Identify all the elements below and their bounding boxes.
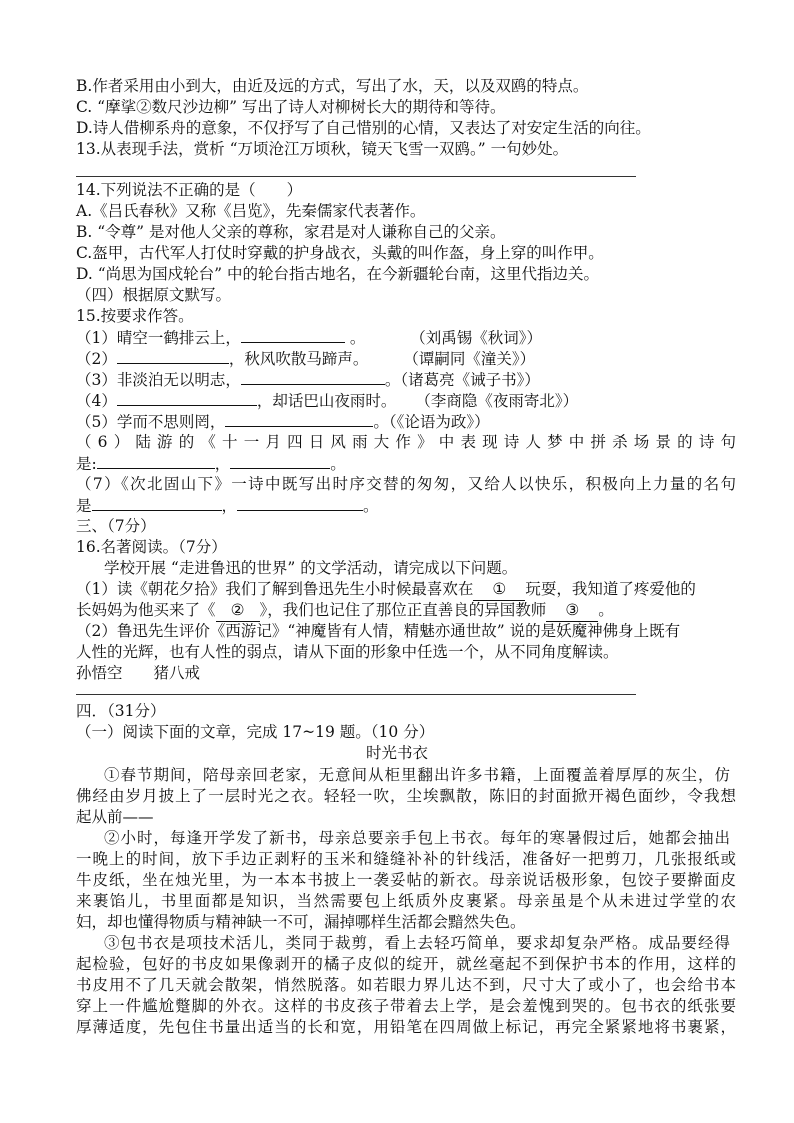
article-p1-line2: 佛经由岁月披上了一层时光之衣。轻轻一吹，尘埃飘散，陈旧的封面掀开褐色面纱，令我想 [76, 787, 736, 805]
article-p2-line2: 一晚上的时间，放下手边正剥籽的玉米和缝缝补补的针线活，准备好一把剪刀，几张报纸或 [76, 850, 736, 868]
q15-2-blank[interactable] [117, 348, 229, 364]
q15-4-blank[interactable] [117, 390, 257, 406]
article-p1-line1: ①春节期间，陪母亲回老家，无意间从柜里翻出许多书籍，上面覆盖着厚厚的灰尘，仿 [104, 766, 730, 784]
section-heading-dictation: （四）根据原文默写。 [76, 286, 232, 304]
q16-blank-3[interactable]: ③ [546, 600, 598, 622]
article-p3-line5: 厚薄适度，先包住书量出适当的长和宽，用铅笔在四周做上标记，再完全紧紧地将书裹紧， [76, 1018, 736, 1036]
q15-3-prompt: （3）非淡泊无以明志， [76, 371, 241, 389]
q15-7-blank-2[interactable] [237, 495, 363, 511]
q16-part-1 [76, 579, 736, 601]
answer-line [76, 176, 636, 177]
q14-stem: 14.下列说法不正确的是（ ） [76, 181, 303, 199]
q15-6-end: 。 [330, 455, 346, 473]
q15-5-source: 。（《论语为政》） [373, 413, 490, 431]
article-p1-line3: 起从前—— [76, 808, 154, 826]
q15-item-5 [76, 411, 736, 433]
q15-7-lead: 是 [76, 497, 92, 515]
q15-item-1 [76, 327, 736, 349]
q15-6-lead: 是: [76, 455, 97, 473]
q15-6-blank-1[interactable] [97, 453, 215, 469]
q15-7-blank-1[interactable] [92, 495, 222, 511]
q16-part-2-cont: 人性的光辉，也有人性的弱点，请从下面的形象中任选一个，从不同角度解读。 [76, 643, 619, 661]
q15-4-text: ，却话巴山夜雨时。 [256, 392, 397, 410]
q15-2-text: ，秋风吹散马蹄声。 [228, 350, 369, 368]
q15-6-sep: ， [214, 455, 231, 473]
article-p2-line1: ②小时，每逢开学发了新书，母亲总要亲手包上书衣。每年的寒暑假过后，她都会抽出 [104, 829, 730, 847]
q16-1-text-c: 长妈妈为他买来了《 [76, 601, 216, 619]
q16-1-text-d: 》，我们也记住了那位正直善良的异国教师 [259, 601, 547, 619]
q16-part-2: （2）鲁迅先生评价《西游记》“神魔皆有人情，精魅亦通世故” 说的是妖魔神佛身上既有 [76, 622, 681, 640]
q15-1-prompt: （1）晴空一鹤排云上， [76, 329, 241, 347]
section-heading-3: 三、（7分） [76, 517, 156, 535]
q15-6-blank-2[interactable] [230, 453, 330, 469]
q15-3-source: 。（诸葛亮《诫子书》） [384, 371, 540, 389]
article-p2-line5: 妇，却也懂得物质与精神缺一不可，漏掉哪样生活都会黯然失色。 [76, 913, 526, 931]
q15-item-7: （7）《次北固山下》一诗中既写出时序交替的匆匆，又给人以快乐，积极向上力量的名句 [76, 475, 736, 493]
q15-2-source: （谭嗣同《潼关》） [403, 350, 536, 368]
q15-item-6: （6）陆游的《十一月四日风雨大作》中表现诗人梦中拼杀场景的诗句 [76, 433, 736, 451]
q15-item-3 [76, 369, 736, 391]
q15-4-num: （4） [76, 392, 117, 410]
q15-item-7-cont [76, 495, 736, 517]
reading-instructions: （一）阅读下面的文章，完成 17~19 题。（10 分） [76, 723, 435, 741]
q15-7-end: 。 [363, 497, 379, 515]
q16-character-choices: 孙悟空 猪八戒 [76, 664, 201, 682]
article-title: 时光书衣 [365, 744, 428, 762]
section-heading-4: 四．（31分） [76, 702, 166, 720]
article-p3-line3: 书皮用不了几天就会散架，悄然脱落。如若眼力界儿达不到，尺寸大了或小了，也会给书本 [76, 976, 736, 994]
article-p3-line2: 起检验，包好的书皮如果像剥开的橘子皮似的绽开，就丝毫起不到保护书本的作用，这样的 [76, 955, 736, 973]
article-p2-line4: 来裹馅儿，书里面都是知识，当然需要包上纸质外皮裹紧。母亲虽是个从未进过学堂的农 [76, 892, 736, 910]
q16-1-text-b: 玩耍，我知道了疼爱他的 [525, 580, 696, 598]
q16-1-text-a: （1）读《朝花夕拾》我们了解到鲁迅先生小时候最喜欢在 [76, 580, 474, 598]
q16-stem: 16.名著阅读。（7分） [76, 538, 227, 556]
q15-1-end: 。 [349, 329, 366, 347]
article-p3-line1: ③包书衣是项技术活儿，类同于裁剪，看上去轻巧简单，要求却复杂严格。成品要经得 [104, 934, 730, 952]
article-p2-line3: 牛皮纸，坐在烛光里，为一本本书披上一袭妥帖的新衣。母亲说话极形象，包饺子要擀面皮 [76, 871, 736, 889]
q12-option-d: D.诗人借柳系舟的意象，不仅抒写了自己惜别的心情，又表达了对安定生活的向往。 [76, 119, 651, 137]
q15-7-sep: ， [221, 497, 238, 515]
q15-1-source: （刘禹锡《秋词》） [410, 329, 543, 347]
q16-blank-1[interactable]: ① [473, 579, 525, 601]
q16-blank-2[interactable]: ② [216, 600, 260, 622]
q16-part-1-cont [76, 600, 736, 622]
q15-stem: 15.按要求作答。 [76, 307, 194, 325]
q15-item-4 [76, 390, 736, 412]
q15-3-blank[interactable] [241, 369, 385, 385]
answer-line [76, 694, 636, 695]
q14-option-a: A.《吕氏春秋》又称《吕览》，先秦儒家代表著作。 [76, 202, 426, 220]
q15-item-2 [76, 348, 736, 370]
q15-item-6-cont [76, 453, 736, 475]
q15-2-num: （2） [76, 350, 117, 368]
article-p3-line4: 穿上一件尴尬蹩脚的外衣。这样的书皮孩子带着去上学，是会羞愧到哭的。包书衣的纸张要 [76, 997, 736, 1015]
q15-5-blank[interactable] [225, 411, 373, 427]
q15-5-prompt: （5）学而不思则罔， [76, 413, 226, 431]
q15-4-source: （李商隐《夜雨寄北》） [415, 392, 579, 410]
q13-stem: 13.从表现手法，赏析 “万顷沧江万顷秋，镜天飞雪一双鸥。” 一句妙处。 [76, 140, 569, 158]
q14-option-c: C.盔甲，古代军人打仗时穿戴的护身战衣，头戴的叫作盔，身上穿的叫作甲。 [76, 244, 604, 262]
q14-option-d: D. “尚思为国戍轮台” 中的轮台指古地名，在今新疆轮台南，这里代指边关。 [76, 265, 600, 283]
q14-option-b: B. “令尊” 是对他人父亲的尊称，家君是对人谦称自己的父亲。 [76, 223, 506, 241]
q16-1-text-e: 。 [598, 601, 614, 619]
q15-1-blank[interactable] [241, 327, 345, 343]
q16-intro: 学校开展 “走进鲁迅的世界” 的文学活动，请完成以下问题。 [104, 559, 518, 577]
q12-option-b: B.作者采用由小到大，由近及远的方式，写出了水，天，以及双鸥的特点。 [76, 77, 589, 95]
q12-option-c: C. “摩挲②数尺沙边柳” 写出了诗人对柳树长大的期待和等待。 [76, 98, 506, 116]
